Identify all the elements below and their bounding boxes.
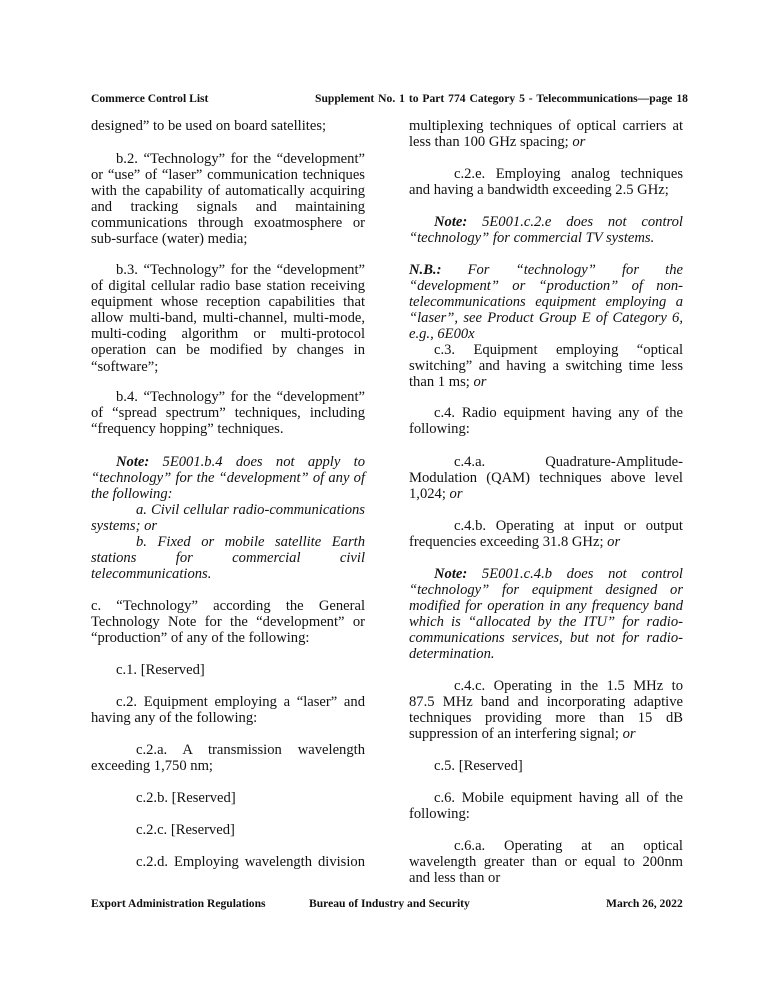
note-b4 [91,454,365,502]
nb-text: For “technology” for the “development” or “production” of non-telecommunications equipment employing a “laser”, see Product Group E of Category 6, e.g., 6E00x [409,262,683,343]
c2d-cont-text: multiplexing techniques of optical carriers at less than 100 GHz spacing; [409,118,683,151]
or-conjunction: or [469,374,487,391]
note-b4-item-b: b. Fixed or mobile satellite Earth stations for commercial civil telecommunications. [91,534,365,583]
paragraph-c2: c.2. Equipment employing a “laser” and having any of the following: [91,694,365,727]
or-conjunction: or [603,534,621,551]
or-conjunction: or [445,486,463,503]
paragraph-c2c: c.2.c. [Reserved] [136,822,235,838]
paragraph-c6: c.6. Mobile equipment having all of the following: [409,790,683,823]
paragraph-c4c [409,678,683,742]
note-c2e [409,214,683,246]
paragraph-b1-cont: designed” to be used on board satellites; [91,118,327,134]
note-c2e-text: 5E001.c.2.e does not control “technology” for commercial TV systems. [409,214,683,247]
footer-right: March 26, 2022 [606,897,683,910]
paragraph-c4a [409,454,683,502]
paragraph-b3: b.3. “Technology” for the “development” of digital cellular radio base station receiving equipment whose reception capabilities that allow multi-band, multi-channel, multi-mode, multi-coding algorithm or multi-protocol operation can be modified by changes in “software”; [91,262,365,375]
or-conjunction: or [568,134,586,151]
footer-left: Export Administration Regulations [91,897,266,910]
c4c-text: c.4.c. Operating in the 1.5 MHz to 87.5 MHz band and incorporating adaptive techniques providing more than 15 dB suppression of an interfering signal; [409,678,683,743]
paragraph-c1: c.1. [Reserved] [116,662,205,678]
paragraph-c6a: c.6.a. Operating at an optical wavelength greater than or equal to 200nm and less than or [409,838,683,887]
nb-note [409,262,683,342]
note-b4-text: 5E001.b.4 does not apply to “technology” for the “development” of any of the following: [91,454,365,503]
header-right: Supplement No. 1 to Part 774 Category 5 - Telecommunications—page 18 [315,92,688,105]
footer-center: Bureau of Industry and Security [309,897,470,910]
paragraph-c4: c.4. Radio equipment having any of the following: [409,405,683,438]
paragraph-b2: b.2. “Technology” for the “development” or “use” of “laser” communication techniques with the capability of automatically acquiring and tracking signals and maintaining communications through exoatmosphere or sub-surface (water) media; [91,151,365,248]
paragraph-c4b [409,518,683,550]
c4a-text: c.4.a. Quadrature-Amplitude-Modulation (QAM) techniques above level 1,024; [409,454,683,503]
or-conjunction: or [618,726,636,743]
note-c4b-text: 5E001.c.4.b does not control “technology” for equipment designed or modified for operation in any frequency band which is “allocated by the ITU” for radio-communications services, but not for radio-determination. [409,566,683,663]
paragraph-c5: c.5. [Reserved] [434,758,523,774]
paragraph-c: c. “Technology” according the General Technology Note for the “development” or “production” of any of the following: [91,598,365,647]
paragraph-c2d: c.2.d. Employing wavelength division [136,854,365,870]
note-c4b [409,566,683,663]
note-label: Note: [434,566,468,582]
paragraph-c2e: c.2.e. Employing analog techniques and having a bandwidth exceeding 2.5 GHz; [409,166,683,199]
paragraph-c3 [409,342,683,390]
paragraph-c2a: c.2.a. A transmission wavelength exceeding 1,750 nm; [91,742,365,775]
paragraph-c2d-cont [409,118,683,150]
note-label: Note: [116,454,150,470]
c3-text: c.3. Equipment employing “optical switching” and having a switching time less than 1 ms; [409,342,683,391]
paragraph-b4: b.4. “Technology” for the “development” of “spread spectrum” techniques, including “frequency hopping” techniques. [91,389,365,438]
nb-label: N.B.: [409,262,442,278]
note-label: Note: [434,214,468,230]
c4b-text: c.4.b. Operating at input or output frequencies exceeding 31.8 GHz; [409,518,683,551]
note-b4-item-a: a. Civil cellular radio-communications systems; or [91,502,365,535]
header-left: Commerce Control List [91,92,209,105]
paragraph-c2b: c.2.b. [Reserved] [136,790,236,806]
